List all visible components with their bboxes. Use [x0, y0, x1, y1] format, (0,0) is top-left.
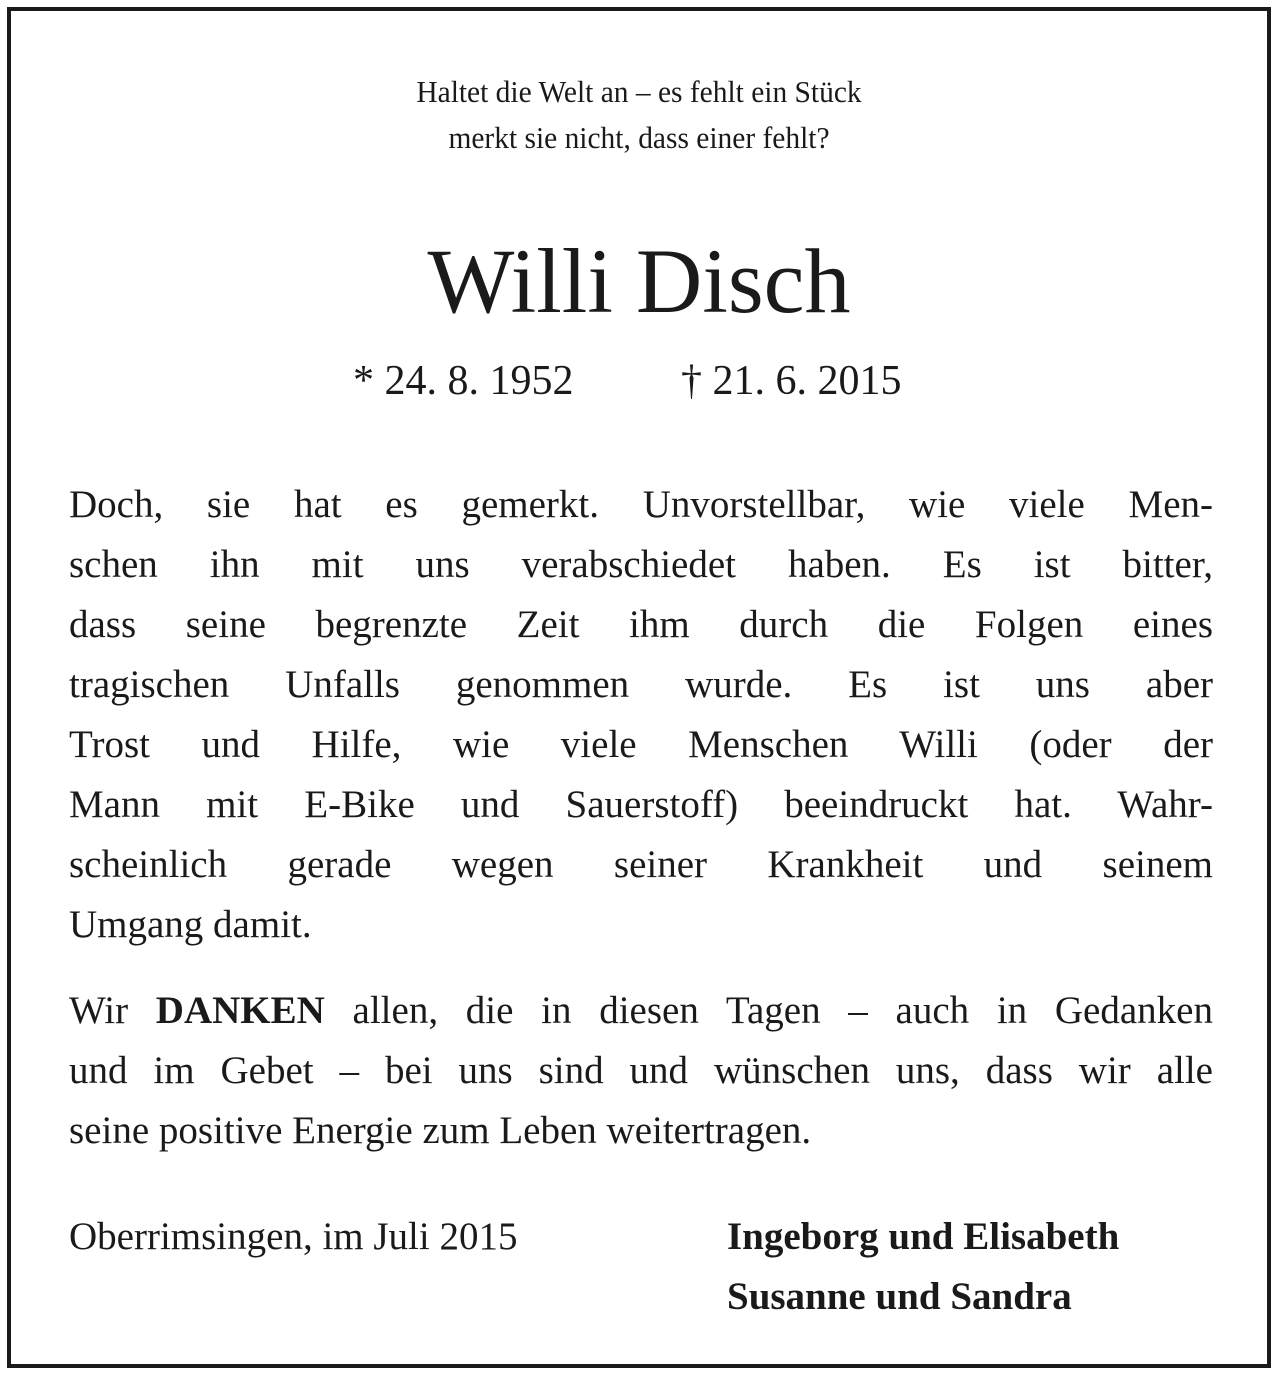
- thanks-post: allen, die in diesen Tagen – auch in Gedanken: [324, 989, 1213, 1032]
- thanks-pre: Wir: [69, 989, 156, 1032]
- death-date: † 21. 6. 2015: [681, 358, 902, 404]
- deceased-name: Willi Disch: [427, 230, 851, 332]
- obituary-notice: [7, 7, 1271, 1368]
- paragraph1-line: scheinlich gerade wegen seiner Krankheit und seinem: [69, 843, 1213, 886]
- paragraph1-line: Umgang damit.: [69, 903, 312, 946]
- paragraph2-line-2: und im Gebet – bei uns sind und wünschen uns, dass wir alle: [69, 1049, 1213, 1092]
- paragraph1-line: schen ihn mit uns verabschiedet haben. Es ist bitter,: [69, 543, 1213, 586]
- thanks-emphasis: DANKEN: [155, 989, 325, 1032]
- birth-date: * 24. 8. 1952: [353, 358, 574, 404]
- paragraph1-line: Mann mit E-Bike und Sauerstoff) beeindruckt hat. Wahr-: [69, 783, 1213, 826]
- signature-line: Ingeborg und Elisabeth: [727, 1215, 1120, 1258]
- paragraph1-line: Trost und Hilfe, wie viele Menschen Willi (oder der: [69, 723, 1213, 766]
- motto-line-1: Haltet die Welt an – es fehlt ein Stück: [416, 74, 862, 109]
- motto-line-2: merkt sie nicht, dass einer fehlt?: [448, 120, 830, 155]
- paragraph2-line-3: seine positive Energie zum Leben weitertragen.: [69, 1109, 812, 1152]
- paragraph2-line-1: [69, 981, 1213, 1041]
- place-date: Oberrimsingen, im Juli 2015: [69, 1215, 518, 1258]
- paragraph1-line: tragischen Unfalls genommen wurde. Es ist uns aber: [69, 663, 1213, 706]
- signature-line: Susanne und Sandra: [727, 1275, 1072, 1318]
- paragraph1-line: dass seine begrenzte Zeit ihm durch die Folgen eines: [69, 603, 1213, 646]
- paragraph1-line: Doch, sie hat es gemerkt. Unvorstellbar, wie viele Men-: [69, 483, 1213, 526]
